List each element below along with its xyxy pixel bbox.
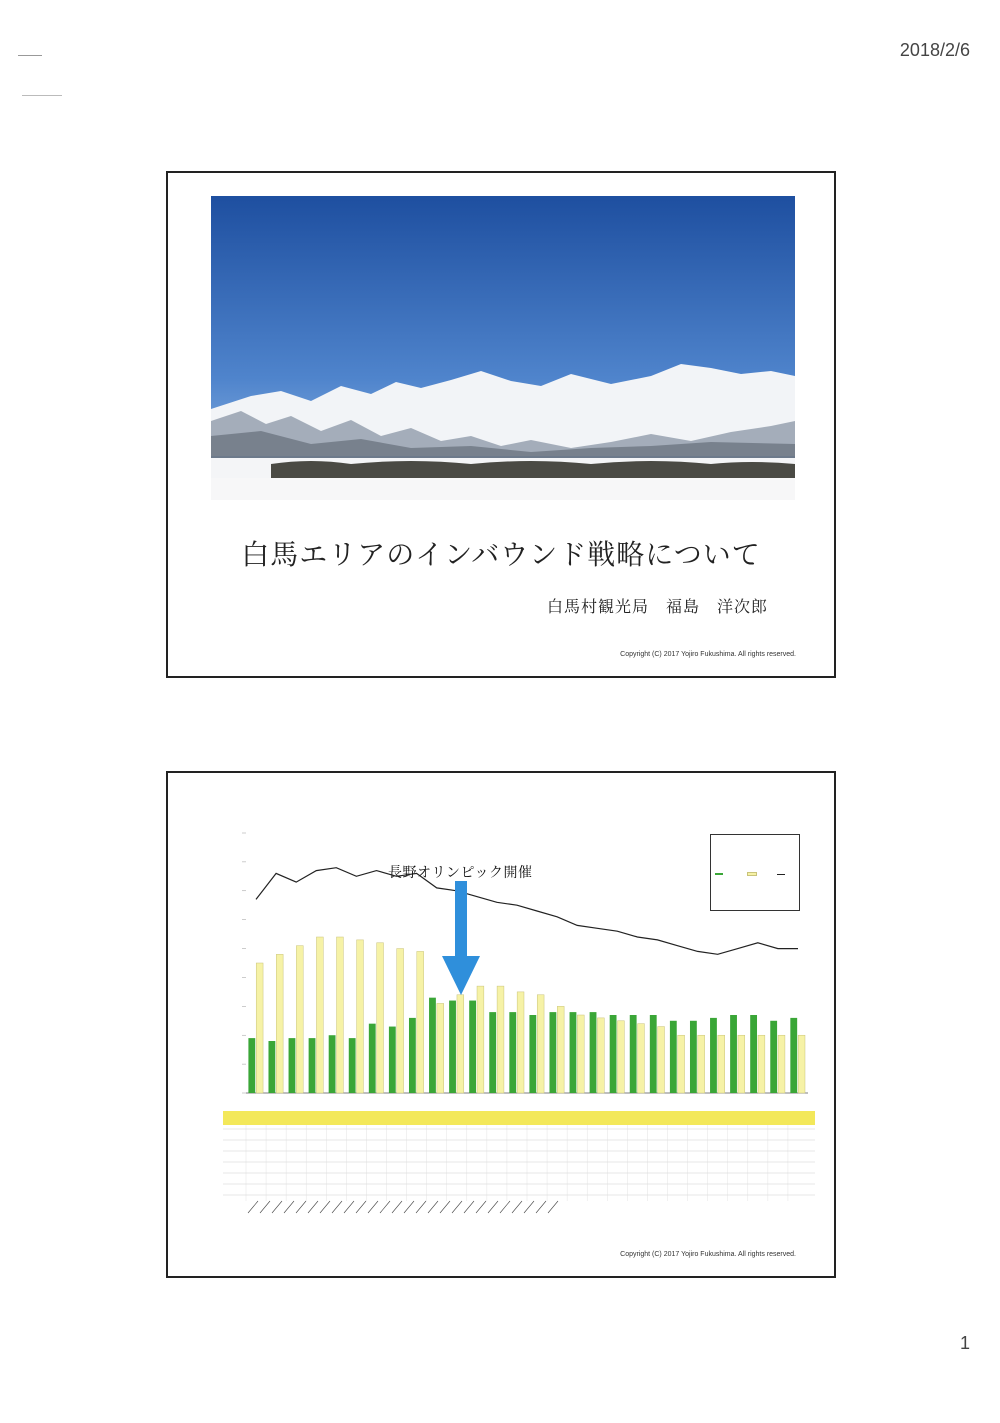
bar-yellow <box>778 1035 785 1093</box>
bar-green <box>710 1018 717 1093</box>
bar-yellow <box>577 1015 584 1093</box>
legend-entry <box>715 871 725 876</box>
page-date: 2018/2/6 <box>899 40 970 60</box>
hatch-mark <box>296 1201 306 1213</box>
slide-author: 白馬村観光局 福島 洋次郎 <box>546 597 768 616</box>
bar-yellow <box>316 937 323 1093</box>
hatch-mark <box>380 1201 390 1213</box>
hatch-mark <box>524 1201 534 1213</box>
bar-green <box>449 1001 456 1093</box>
bar-green <box>369 1024 376 1093</box>
bar-green <box>590 1012 597 1093</box>
bar-green <box>429 998 436 1093</box>
bar-green <box>389 1027 396 1093</box>
bar-yellow <box>658 1027 665 1093</box>
hatch-mark <box>500 1201 510 1213</box>
legend-entry <box>747 871 759 876</box>
bar-green <box>329 1035 336 1093</box>
mountain-photo <box>211 196 795 500</box>
title-slide <box>166 171 836 678</box>
arrow-head <box>442 956 480 995</box>
bar-green <box>509 1012 516 1093</box>
bar-yellow <box>758 1035 765 1093</box>
bar-green <box>670 1021 677 1093</box>
bar-green <box>268 1041 275 1093</box>
bar-yellow <box>557 1006 564 1093</box>
hatch-mark <box>344 1201 354 1213</box>
scan-smudge <box>18 55 42 56</box>
olympics-annotation: 長野オリンピック開催 <box>388 865 533 881</box>
bar-green <box>469 1001 476 1093</box>
bar-green <box>650 1015 657 1093</box>
bar-yellow <box>638 1024 645 1093</box>
bar-green <box>529 1015 536 1093</box>
hatch-mark <box>404 1201 414 1213</box>
bar-yellow <box>537 995 544 1093</box>
bar-yellow <box>437 1003 444 1093</box>
bar-yellow <box>718 1035 725 1093</box>
legend-entry <box>777 871 787 876</box>
bar-yellow <box>417 951 424 1093</box>
hatch-mark <box>308 1201 318 1213</box>
bar-green <box>248 1038 255 1093</box>
page-number: 1 <box>959 1333 970 1353</box>
hatch-mark <box>476 1201 486 1213</box>
bar-green <box>349 1038 356 1093</box>
bar-yellow <box>397 949 404 1093</box>
bar-green <box>309 1038 316 1093</box>
hatch-mark <box>512 1201 522 1213</box>
bar-yellow <box>337 937 344 1093</box>
chart-legend <box>710 834 800 911</box>
hatch-mark <box>368 1201 378 1213</box>
bar-yellow <box>698 1035 705 1093</box>
hatch-mark <box>332 1201 342 1213</box>
hatch-mark <box>464 1201 474 1213</box>
hatch-mark <box>416 1201 426 1213</box>
bar-yellow <box>276 954 283 1093</box>
bar-yellow <box>377 943 384 1093</box>
table-header-band <box>223 1111 815 1125</box>
bar-green <box>409 1018 416 1093</box>
bar-green <box>690 1021 697 1093</box>
hatch-mark <box>260 1201 270 1213</box>
bar-green <box>630 1015 637 1093</box>
copyright-notice: Copyright (C) 2017 Yojiro Fukushima. All rights reserved. <box>620 1251 796 1258</box>
arrow-shaft <box>455 881 467 956</box>
bar-yellow <box>457 995 464 1093</box>
bar-green <box>570 1012 577 1093</box>
hatch-mark <box>272 1201 282 1213</box>
hatch-mark <box>536 1201 546 1213</box>
chart-slide <box>166 771 836 1278</box>
bar-yellow <box>296 946 303 1093</box>
hatch-mark <box>488 1201 498 1213</box>
hatch-mark <box>548 1201 558 1213</box>
hatch-mark <box>440 1201 450 1213</box>
bar-green <box>750 1015 757 1093</box>
hatch-mark <box>356 1201 366 1213</box>
bar-green <box>730 1015 737 1093</box>
bar-yellow <box>678 1035 685 1093</box>
hatch-mark <box>248 1201 258 1213</box>
bar-green <box>289 1038 296 1093</box>
bar-green <box>549 1012 556 1093</box>
hatch-mark <box>392 1201 402 1213</box>
bar-yellow <box>618 1021 625 1093</box>
hatch-mark <box>284 1201 294 1213</box>
hatch-mark <box>320 1201 330 1213</box>
bar-yellow <box>477 986 484 1093</box>
bar-green <box>610 1015 617 1093</box>
bar-green <box>790 1018 797 1093</box>
hatch-mark <box>428 1201 438 1213</box>
bar-yellow <box>517 992 524 1093</box>
bar-yellow <box>597 1018 604 1093</box>
hatch-mark <box>452 1201 462 1213</box>
bar-green <box>770 1021 777 1093</box>
bar-green <box>489 1012 496 1093</box>
slide-title: 白馬エリアのインバウンド戦略について <box>241 538 761 571</box>
bar-yellow <box>798 1035 805 1093</box>
bar-yellow <box>256 963 263 1093</box>
bar-yellow <box>357 940 364 1093</box>
bar-yellow <box>497 986 504 1093</box>
copyright-notice: Copyright (C) 2017 Yojiro Fukushima. All rights reserved. <box>620 651 796 658</box>
bar-yellow <box>738 1035 745 1093</box>
scan-smudge <box>22 95 62 96</box>
